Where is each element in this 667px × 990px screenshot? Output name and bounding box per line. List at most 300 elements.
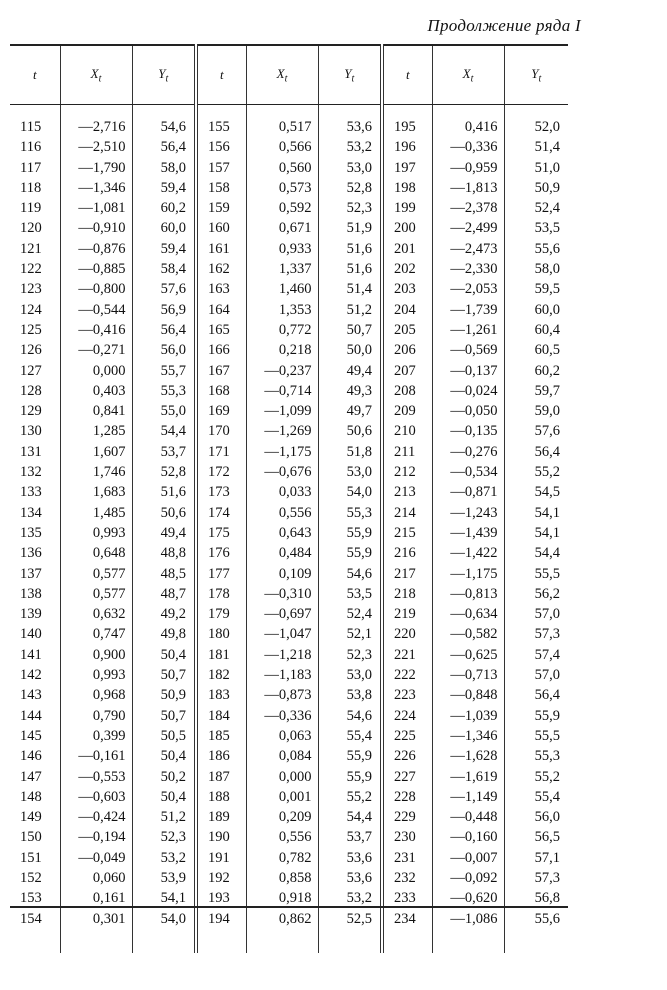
t-cell: 208 <box>382 381 432 401</box>
t-cell: 185 <box>196 726 246 746</box>
t-cell: 213 <box>382 482 432 502</box>
y-cell: 59,4 <box>132 239 196 259</box>
y-cell: 51,2 <box>132 807 196 827</box>
t-cell: 201 <box>382 239 432 259</box>
x-cell: 0,592 <box>246 198 318 218</box>
t-cell: 228 <box>382 787 432 807</box>
t-cell: 225 <box>382 726 432 746</box>
t-cell: 131 <box>20 443 42 460</box>
x-cell: —0,049 <box>60 848 132 868</box>
t-cell: 127 <box>20 362 42 379</box>
y-cell: 55,9 <box>318 767 382 787</box>
t-cell: 157 <box>196 158 246 178</box>
table-row <box>10 482 568 502</box>
t-cell: 117 <box>20 159 42 176</box>
y-cell: 60,5 <box>504 340 568 360</box>
y-cell: 59,0 <box>504 401 568 421</box>
x-cell: 0,790 <box>60 706 132 726</box>
x-cell: —2,330 <box>432 259 504 279</box>
x-cell: —1,081 <box>60 198 132 218</box>
y-cell: 57,6 <box>504 421 568 441</box>
t-cell: 176 <box>196 543 246 563</box>
y-cell: 59,5 <box>504 279 568 299</box>
t-cell: 224 <box>382 706 432 726</box>
x-cell: —1,346 <box>432 726 504 746</box>
y-cell: 50,4 <box>132 746 196 766</box>
y-cell: 53,6 <box>318 117 382 137</box>
table-row <box>10 442 568 462</box>
y-cell: 55,3 <box>318 503 382 523</box>
y-cell: 60,0 <box>132 218 196 238</box>
y-cell: 51,4 <box>504 137 568 157</box>
table-row <box>10 279 568 299</box>
y-cell: 51,8 <box>318 442 382 462</box>
x-cell: —2,473 <box>432 239 504 259</box>
y-cell: 57,0 <box>504 604 568 624</box>
t-cell: 152 <box>20 869 42 886</box>
x-cell: 0,841 <box>60 401 132 421</box>
x-cell: —0,237 <box>246 361 318 381</box>
x-cell: 0,782 <box>246 848 318 868</box>
y-cell: 52,4 <box>318 604 382 624</box>
x-cell: —1,243 <box>432 503 504 523</box>
x-cell: 1,337 <box>246 259 318 279</box>
y-cell: 54,1 <box>504 503 568 523</box>
t-cell: 179 <box>196 604 246 624</box>
y-cell: 53,6 <box>318 848 382 868</box>
y-cell: 52,5 <box>318 909 382 929</box>
t-cell: 230 <box>382 827 432 847</box>
y-cell: 55,5 <box>504 726 568 746</box>
y-cell: 51,6 <box>318 239 382 259</box>
t-cell: 119 <box>20 200 42 217</box>
t-cell: 135 <box>20 524 42 541</box>
spacer-cell <box>432 105 504 118</box>
y-cell: 57,6 <box>132 279 196 299</box>
t-cell: 217 <box>382 564 432 584</box>
t-cell: 161 <box>196 239 246 259</box>
t-cell: 223 <box>382 685 432 705</box>
x-cell: —2,510 <box>60 137 132 157</box>
t-cell: 188 <box>196 787 246 807</box>
t-cell: 147 <box>20 768 42 785</box>
x-cell: —0,336 <box>246 706 318 726</box>
table-row <box>10 564 568 584</box>
y-cell: 55,6 <box>504 239 568 259</box>
t-cell: 216 <box>382 543 432 563</box>
table-row <box>10 462 568 482</box>
table-row <box>10 259 568 279</box>
y-cell: 53,2 <box>132 848 196 868</box>
t-cell: 206 <box>382 340 432 360</box>
x-cell: —0,582 <box>432 624 504 644</box>
x-cell: —0,848 <box>432 685 504 705</box>
t-cell: 129 <box>20 403 42 420</box>
t-cell: 150 <box>20 829 42 846</box>
t-cell: 209 <box>382 401 432 421</box>
table-header <box>10 45 568 105</box>
table-row <box>10 685 568 705</box>
t-cell: 134 <box>20 504 42 521</box>
t-cell: 195 <box>382 117 432 137</box>
t-cell: 167 <box>196 361 246 381</box>
x-cell: 0,993 <box>60 523 132 543</box>
y-cell: 56,4 <box>504 442 568 462</box>
t-cell: 175 <box>196 523 246 543</box>
col-header-x: $X_t$ <box>60 45 132 105</box>
t-cell: 184 <box>196 706 246 726</box>
x-cell: —1,813 <box>432 178 504 198</box>
y-cell: 52,4 <box>504 198 568 218</box>
x-cell: —1,439 <box>432 523 504 543</box>
y-cell: 55,2 <box>504 462 568 482</box>
y-cell: 50,4 <box>132 645 196 665</box>
y-cell: 55,7 <box>132 361 196 381</box>
spacer-row <box>10 105 568 118</box>
y-cell: 50,9 <box>132 685 196 705</box>
x-cell: —0,800 <box>60 279 132 299</box>
spacer-cell <box>60 105 132 118</box>
spacer-cell <box>60 929 132 953</box>
x-cell: —0,569 <box>432 340 504 360</box>
t-cell: 186 <box>196 746 246 766</box>
t-cell: 189 <box>196 807 246 827</box>
table-row <box>10 868 568 888</box>
table-row <box>10 726 568 746</box>
x-cell: —0,160 <box>432 827 504 847</box>
y-cell: 52,1 <box>318 624 382 644</box>
t-cell: 229 <box>382 807 432 827</box>
table-body <box>10 105 568 953</box>
y-cell: 59,4 <box>132 178 196 198</box>
spacer-cell <box>10 929 60 953</box>
t-cell: 155 <box>196 117 246 137</box>
table-row <box>10 158 568 178</box>
x-cell: —1,039 <box>432 706 504 726</box>
t-cell: 202 <box>382 259 432 279</box>
x-cell: 0,560 <box>246 158 318 178</box>
table-row <box>10 340 568 360</box>
spacer-cell <box>196 105 246 118</box>
y-cell: 52,0 <box>504 117 568 137</box>
t-cell: 156 <box>196 137 246 157</box>
y-cell: 56,0 <box>504 807 568 827</box>
t-cell: 115 <box>20 119 42 135</box>
y-cell: 58,0 <box>504 259 568 279</box>
t-cell: 197 <box>382 158 432 178</box>
x-cell: 0,577 <box>60 584 132 604</box>
y-cell: 49,4 <box>318 361 382 381</box>
x-cell: 0,416 <box>432 117 504 137</box>
x-cell: 0,403 <box>60 381 132 401</box>
y-cell: 48,8 <box>132 543 196 563</box>
y-cell: 54,1 <box>504 523 568 543</box>
y-cell: 55,3 <box>132 381 196 401</box>
table-row <box>10 645 568 665</box>
y-cell: 53,9 <box>132 868 196 888</box>
t-cell: 140 <box>20 626 42 643</box>
y-cell: 58,4 <box>132 259 196 279</box>
y-cell: 51,6 <box>132 482 196 502</box>
y-cell: 57,4 <box>504 645 568 665</box>
t-cell: 148 <box>20 788 42 805</box>
t-cell: 171 <box>196 442 246 462</box>
y-cell: 55,2 <box>504 767 568 787</box>
t-cell: 194 <box>196 909 246 929</box>
x-cell: —0,271 <box>60 340 132 360</box>
table-row <box>10 300 568 320</box>
x-cell: —0,194 <box>60 827 132 847</box>
x-cell: —0,620 <box>432 888 504 908</box>
t-cell: 227 <box>382 767 432 787</box>
y-cell: 50,7 <box>132 665 196 685</box>
y-cell: 52,3 <box>318 198 382 218</box>
table-row <box>10 746 568 766</box>
t-cell: 136 <box>20 545 42 562</box>
t-cell: 159 <box>196 198 246 218</box>
y-cell: 55,5 <box>504 564 568 584</box>
t-cell: 174 <box>196 503 246 523</box>
x-cell: —0,534 <box>432 462 504 482</box>
x-cell: —1,739 <box>432 300 504 320</box>
t-cell: 182 <box>196 665 246 685</box>
y-cell: 51,4 <box>318 279 382 299</box>
x-cell: —0,871 <box>432 482 504 502</box>
y-cell: 54,6 <box>318 706 382 726</box>
x-cell: —0,336 <box>432 137 504 157</box>
t-cell: 162 <box>196 259 246 279</box>
x-cell: 0,060 <box>60 868 132 888</box>
x-cell: 0,747 <box>60 624 132 644</box>
x-cell: 0,648 <box>60 543 132 563</box>
x-cell: 0,573 <box>246 178 318 198</box>
t-cell: 210 <box>382 421 432 441</box>
col-header-t: t <box>196 45 246 105</box>
y-cell: 54,4 <box>504 543 568 563</box>
y-cell: 53,0 <box>318 462 382 482</box>
x-cell: —1,047 <box>246 624 318 644</box>
t-cell: 200 <box>382 218 432 238</box>
y-cell: 51,9 <box>318 218 382 238</box>
spacer-cell <box>382 105 432 118</box>
y-cell: 50,9 <box>504 178 568 198</box>
table-row <box>10 767 568 787</box>
x-cell: —0,959 <box>432 158 504 178</box>
y-cell: 50,2 <box>132 767 196 787</box>
page-caption: Продолжение ряда I <box>427 16 581 35</box>
x-cell: 0,632 <box>60 604 132 624</box>
y-cell: 55,6 <box>504 909 568 929</box>
t-cell: 181 <box>196 645 246 665</box>
t-cell: 192 <box>196 868 246 888</box>
x-cell: 0,671 <box>246 218 318 238</box>
table-row <box>10 827 568 847</box>
t-cell: 166 <box>196 340 246 360</box>
x-cell: —0,135 <box>432 421 504 441</box>
x-cell: —0,416 <box>60 320 132 340</box>
t-cell: 123 <box>20 281 42 298</box>
x-cell: —0,713 <box>432 665 504 685</box>
x-cell: —1,619 <box>432 767 504 787</box>
x-cell: 0,084 <box>246 746 318 766</box>
t-cell: 220 <box>382 624 432 644</box>
y-cell: 48,5 <box>132 564 196 584</box>
t-cell: 173 <box>196 482 246 502</box>
t-cell: 183 <box>196 685 246 705</box>
x-cell: —0,910 <box>60 218 132 238</box>
y-cell: 55,2 <box>318 787 382 807</box>
y-cell: 50,4 <box>132 787 196 807</box>
y-cell: 56,0 <box>132 340 196 360</box>
x-cell: 1,485 <box>60 503 132 523</box>
t-cell: 128 <box>20 382 42 399</box>
y-cell: 53,0 <box>318 158 382 178</box>
y-cell: 58,0 <box>132 158 196 178</box>
t-cell: 124 <box>20 301 42 318</box>
x-cell: —2,716 <box>60 117 132 137</box>
x-cell: —1,422 <box>432 543 504 563</box>
x-cell: 0,033 <box>246 482 318 502</box>
col-header-y: $Y_t$ <box>132 45 196 105</box>
table-row <box>10 624 568 644</box>
x-cell: —2,378 <box>432 198 504 218</box>
x-cell: 1,460 <box>246 279 318 299</box>
table-row <box>10 198 568 218</box>
y-cell: 49,7 <box>318 401 382 421</box>
x-cell: 0,577 <box>60 564 132 584</box>
t-cell: 158 <box>196 178 246 198</box>
t-cell: 168 <box>196 381 246 401</box>
y-cell: 60,2 <box>504 361 568 381</box>
x-cell: —1,175 <box>432 564 504 584</box>
t-cell: 165 <box>196 320 246 340</box>
t-cell: 226 <box>382 746 432 766</box>
y-cell: 55,4 <box>318 726 382 746</box>
x-cell: —1,261 <box>432 320 504 340</box>
table-row <box>10 218 568 238</box>
y-cell: 49,4 <box>132 523 196 543</box>
t-cell: 145 <box>20 727 42 744</box>
y-cell: 50,6 <box>132 503 196 523</box>
y-cell: 57,3 <box>504 868 568 888</box>
x-cell: 0,556 <box>246 827 318 847</box>
x-cell: —0,424 <box>60 807 132 827</box>
y-cell: 51,2 <box>318 300 382 320</box>
y-cell: 56,5 <box>504 827 568 847</box>
x-cell: 0,063 <box>246 726 318 746</box>
x-cell: 1,607 <box>60 442 132 462</box>
col-header-y: $Y_t$ <box>318 45 382 105</box>
y-cell: 53,8 <box>318 685 382 705</box>
y-cell: 53,5 <box>504 218 568 238</box>
y-cell: 53,7 <box>318 827 382 847</box>
y-cell: 50,5 <box>132 726 196 746</box>
y-cell: 51,0 <box>504 158 568 178</box>
table-row <box>10 178 568 198</box>
table-row <box>10 848 568 868</box>
x-cell: —0,310 <box>246 584 318 604</box>
t-cell: 180 <box>196 624 246 644</box>
y-cell: 53,2 <box>318 888 382 908</box>
y-cell: 52,3 <box>132 827 196 847</box>
table-row <box>10 807 568 827</box>
t-cell: 193 <box>196 888 246 908</box>
col-header-t: t <box>382 45 432 105</box>
t-cell: 142 <box>20 667 42 684</box>
t-cell: 120 <box>20 220 42 237</box>
y-cell: 49,3 <box>318 381 382 401</box>
x-cell: —0,625 <box>432 645 504 665</box>
y-cell: 54,6 <box>132 117 196 137</box>
t-cell: 178 <box>196 584 246 604</box>
x-cell: —1,175 <box>246 442 318 462</box>
x-cell: —0,007 <box>432 848 504 868</box>
col-header-t: t <box>10 45 60 105</box>
x-cell: 0,484 <box>246 543 318 563</box>
x-cell: —0,676 <box>246 462 318 482</box>
x-cell: 1,746 <box>60 462 132 482</box>
t-cell: 137 <box>20 565 42 582</box>
t-cell: 211 <box>382 442 432 462</box>
x-cell: —0,603 <box>60 787 132 807</box>
t-cell: 172 <box>196 462 246 482</box>
x-cell: —0,876 <box>60 239 132 259</box>
table-row <box>10 665 568 685</box>
y-cell: 57,1 <box>504 848 568 868</box>
x-cell: 0,218 <box>246 340 318 360</box>
y-cell: 55,9 <box>318 543 382 563</box>
t-cell: 212 <box>382 462 432 482</box>
col-header-x: $X_t$ <box>246 45 318 105</box>
t-cell: 153 <box>20 890 42 907</box>
t-cell: 169 <box>196 401 246 421</box>
spacer-cell <box>504 105 568 118</box>
table-row <box>10 503 568 523</box>
y-cell: 55,9 <box>318 523 382 543</box>
y-cell: 53,2 <box>318 137 382 157</box>
table-row <box>10 401 568 421</box>
t-cell: 222 <box>382 665 432 685</box>
y-cell: 51,6 <box>318 259 382 279</box>
table-row <box>10 584 568 604</box>
t-cell: 232 <box>382 868 432 888</box>
y-cell: 48,7 <box>132 584 196 604</box>
t-cell: 204 <box>382 300 432 320</box>
y-cell: 55,3 <box>504 746 568 766</box>
x-cell: —0,553 <box>60 767 132 787</box>
y-cell: 53,6 <box>318 868 382 888</box>
y-cell: 55,0 <box>132 401 196 421</box>
y-cell: 54,0 <box>318 482 382 502</box>
spacer-cell <box>196 929 246 953</box>
x-cell: —0,544 <box>60 300 132 320</box>
t-cell: 144 <box>20 707 42 724</box>
y-cell: 52,8 <box>318 178 382 198</box>
table-row <box>10 604 568 624</box>
t-cell: 233 <box>382 888 432 908</box>
y-cell: 50,7 <box>132 706 196 726</box>
t-cell: 234 <box>382 909 432 929</box>
x-cell: 0,109 <box>246 564 318 584</box>
x-cell: —0,161 <box>60 746 132 766</box>
x-cell: 0,918 <box>246 888 318 908</box>
x-cell: —0,873 <box>246 685 318 705</box>
t-cell: 141 <box>20 646 42 663</box>
x-cell: —0,092 <box>432 868 504 888</box>
y-cell: 54,5 <box>504 482 568 502</box>
t-cell: 139 <box>20 606 42 623</box>
x-cell: —0,634 <box>432 604 504 624</box>
